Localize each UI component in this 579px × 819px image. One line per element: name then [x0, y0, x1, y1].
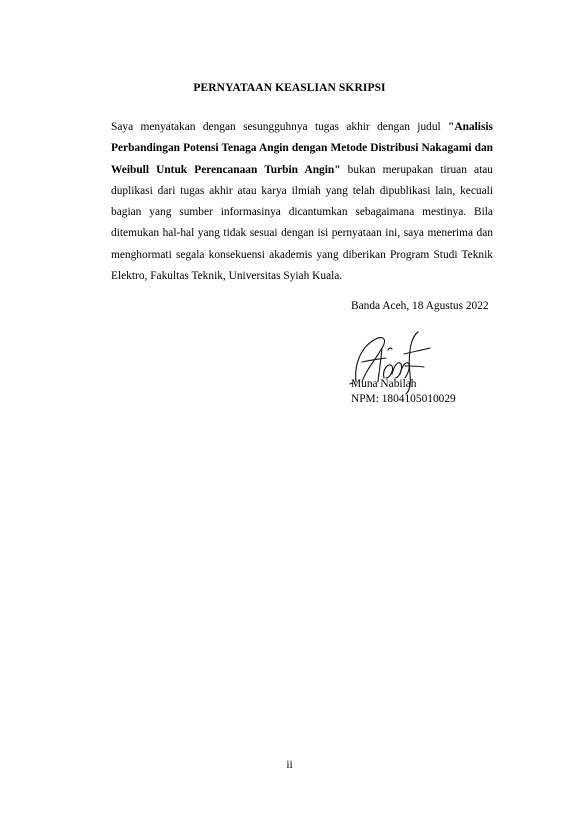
place-date: Banda Aceh, 18 Agustus 2022: [351, 300, 489, 312]
page-number: ii: [286, 759, 293, 771]
thesis-title: "Analisis Perbandingan Potensi Tenaga Angin dengan Metode Distribusi Nakagami dan Weibull Untuk Perencanaan Turbin Angin": [111, 121, 493, 176]
statement-body: bukan merupakan tiruan atau duplikasi dari tugas akhir atau karya ilmiah yang telah dipublikasi lain, kecuali bagian yang sumber informasinya dicantumkan sebagaimana mestinya. Bila ditemukan hal-hal yang tidak sesuai dengan isi pernyataan ini, saya menerima dan menghormati segala konsekuensi akademis yang diberikan Program Studi Teknik Elektro, Fakultas Teknik, Universitas Syiah Kuala.: [111, 163, 494, 283]
statement-intro: Saya menyatakan dengan sesungguhnya tugas akhir dengan judul: [111, 121, 449, 133]
statement-paragraph: [111, 117, 493, 287]
signer-name: Muna Nabilah: [351, 378, 417, 390]
page-title: PERNYATAAN KEASLIAN SKRIPSI: [193, 82, 386, 94]
signer-npm: NPM: 1804105010029: [351, 393, 456, 405]
